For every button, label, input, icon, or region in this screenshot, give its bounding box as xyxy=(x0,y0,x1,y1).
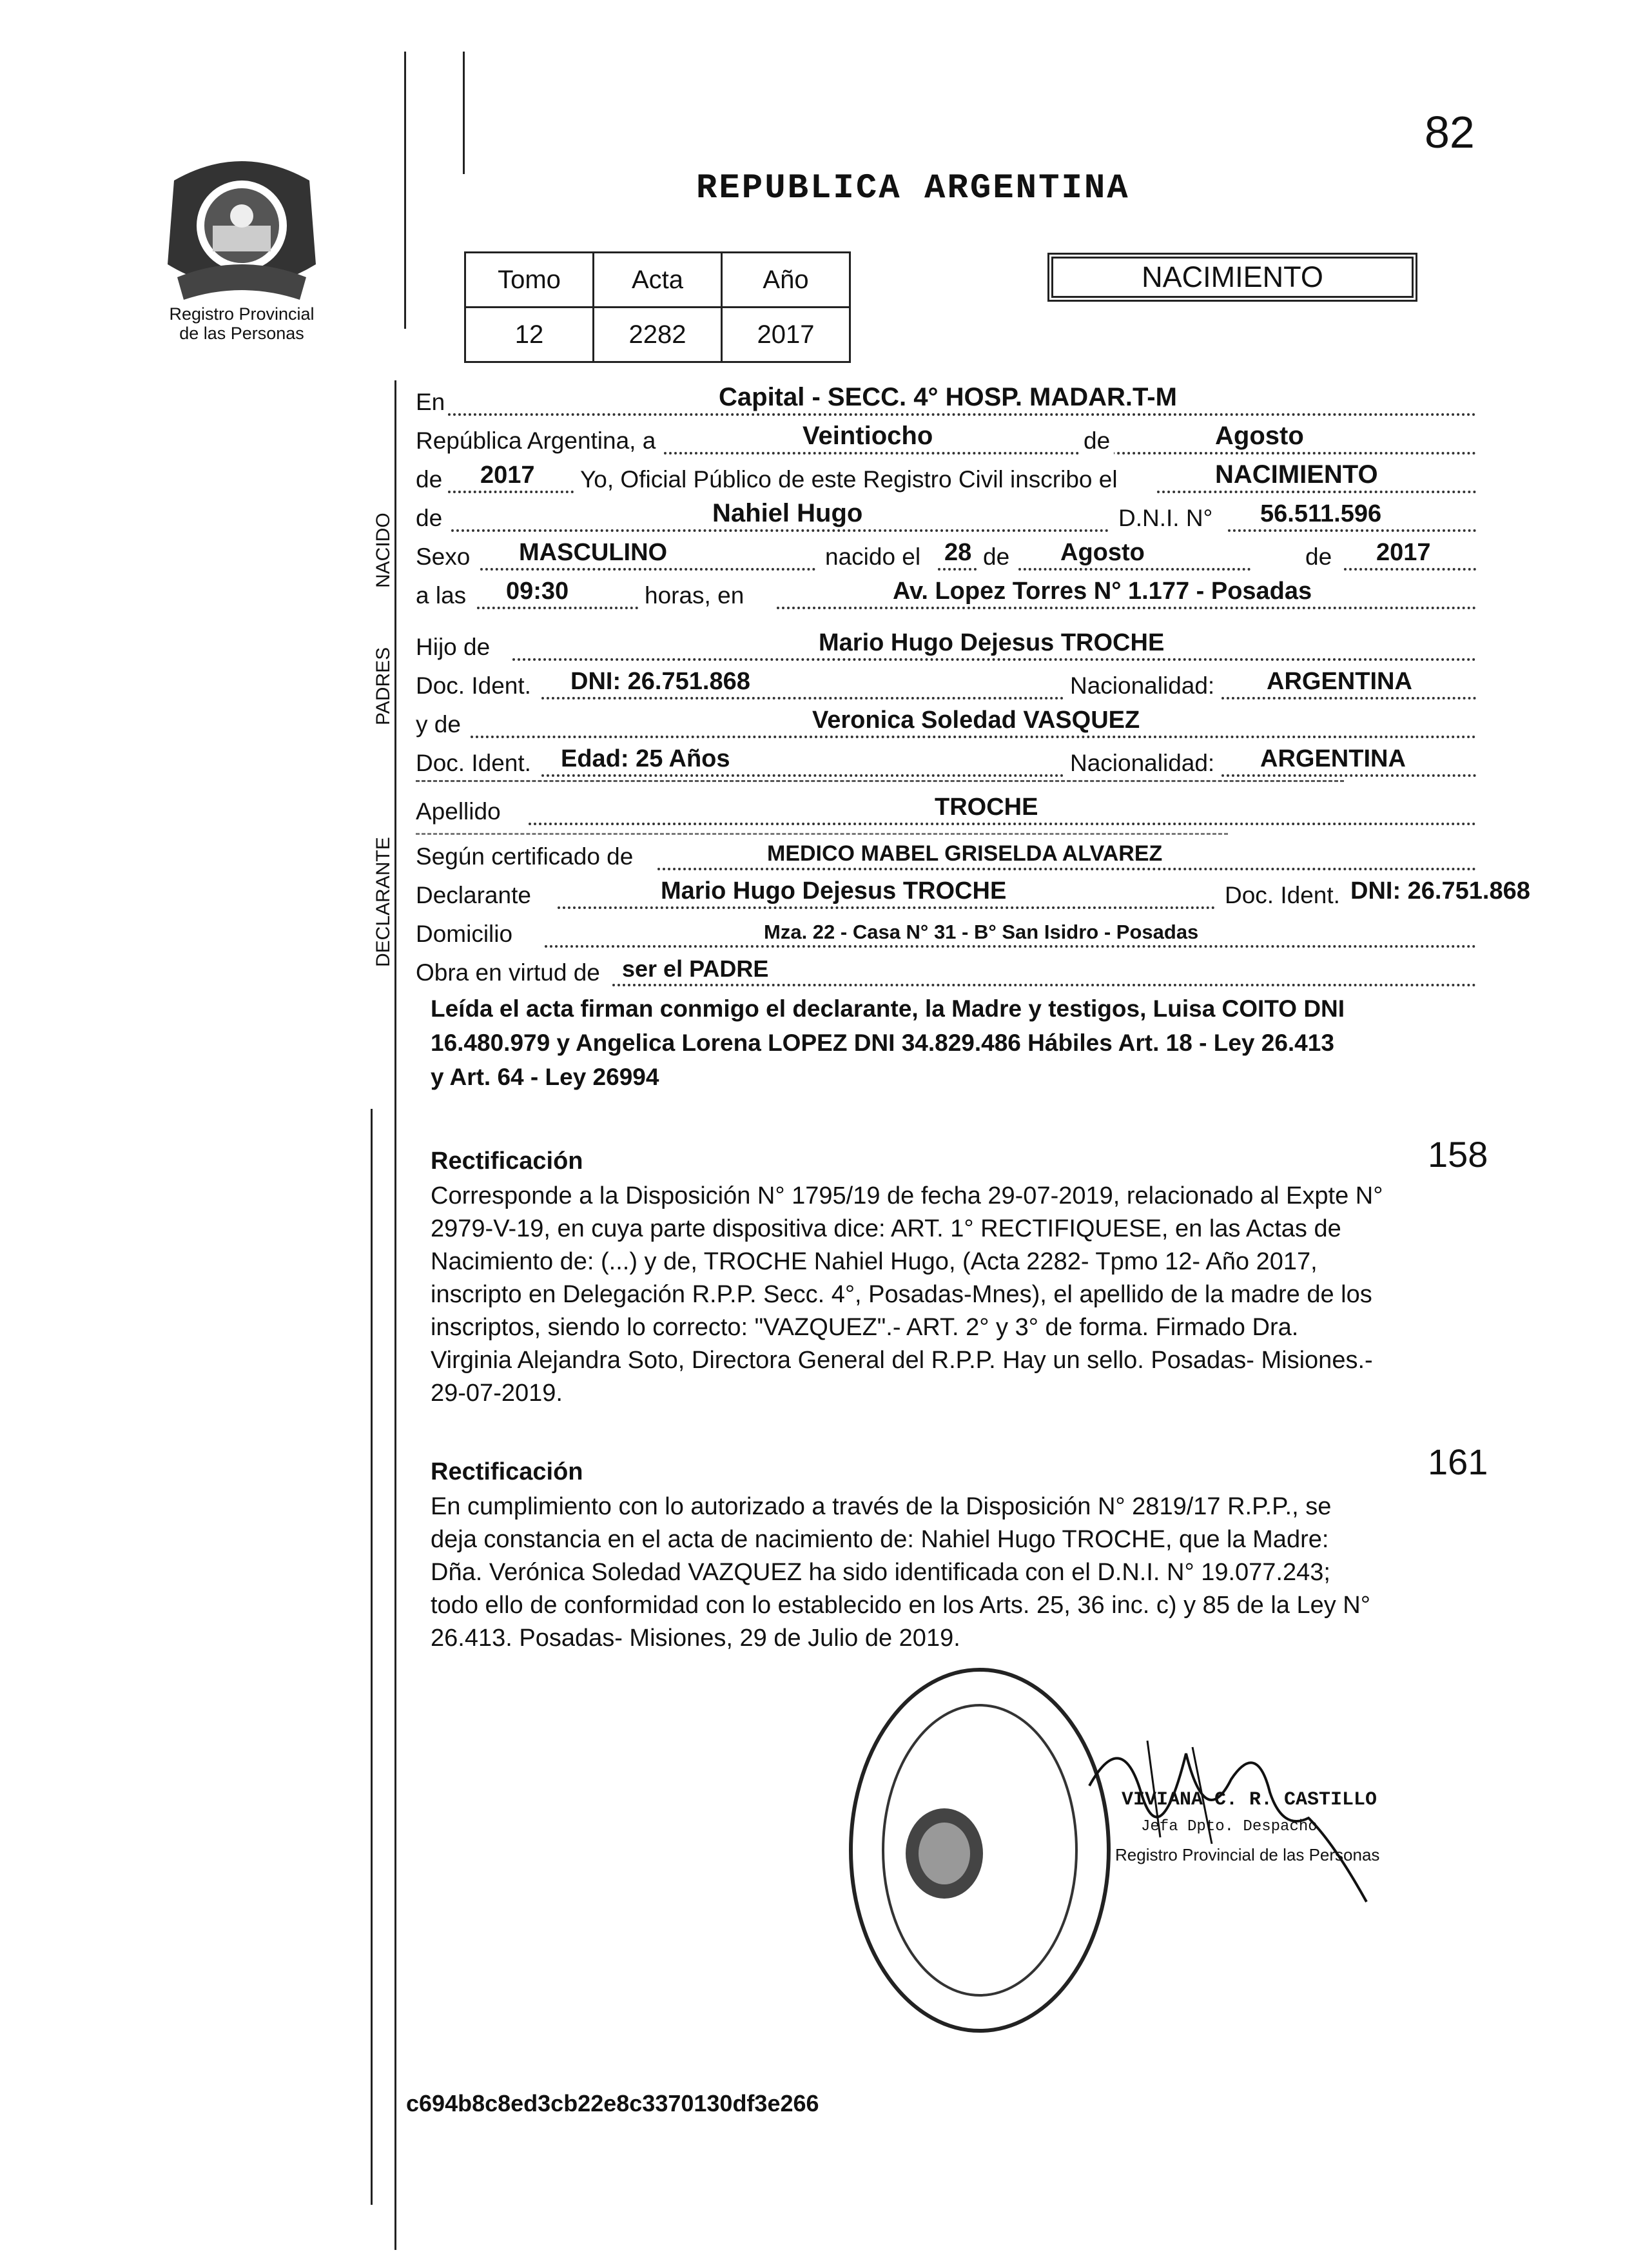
value-dni: 56.511.596 xyxy=(1260,500,1382,527)
row-year xyxy=(416,461,1476,500)
row-declarant xyxy=(416,877,1530,915)
margin-line xyxy=(404,52,406,329)
label-de: de xyxy=(1305,543,1332,570)
label-de: de xyxy=(1080,427,1114,455)
value-birth-day: 28 xyxy=(944,539,972,566)
row-republica xyxy=(416,422,1476,461)
side-label-declarante: DECLARANTE xyxy=(373,837,394,967)
header-acta: Acta xyxy=(594,253,722,308)
logo-caption-line1: Registro Provincial xyxy=(169,304,315,324)
value-obra: ser el PADRE xyxy=(622,955,769,982)
rectification-1-body xyxy=(431,1180,1383,1410)
dotted-line xyxy=(1344,568,1476,571)
value-time: 09:30 xyxy=(506,578,569,605)
label-republica: República Argentina, a xyxy=(416,427,656,454)
label-en: En xyxy=(416,389,445,415)
dotted-line xyxy=(1221,697,1476,699)
row-obra xyxy=(416,954,1476,993)
label-a-las: a las xyxy=(416,582,467,609)
value-tomo: 12 xyxy=(465,308,594,362)
dotted-line xyxy=(1228,529,1476,532)
value-ano: 2017 xyxy=(722,308,850,362)
label-hijo: Hijo de xyxy=(416,634,491,660)
rectification-2-line: 26.413. Posadas- Misiones, 29 de Julio de 2019. xyxy=(431,1625,960,1652)
row-certificate xyxy=(416,838,1476,877)
side-label-nacido: NACIDO xyxy=(373,513,394,588)
dotted-line xyxy=(545,945,1476,948)
label-de: de xyxy=(983,543,1010,570)
label-declarante: Declarante xyxy=(416,882,531,908)
value-birth-month: Agosto xyxy=(1060,539,1145,566)
volume-act-year-table xyxy=(464,251,851,363)
signature-title: Jefa Dpto. Despacho xyxy=(1141,1818,1318,1835)
rectification-1-line: inscripto en Delegación R.P.P. Secc. 4°, Posadas-Mnes), el apellido de la madre de los xyxy=(431,1281,1372,1308)
value-certificate: MEDICO MABEL GRISELDA ALVAREZ xyxy=(767,841,1163,866)
country-title: REPUBLICA ARGENTINA xyxy=(696,169,1130,208)
row-surname xyxy=(416,793,1476,832)
header-tomo: Tomo xyxy=(465,253,594,308)
dotted-line xyxy=(558,906,1215,909)
signing-note-line: y Art. 64 - Ley 26994 xyxy=(431,1064,659,1090)
page-number: 82 xyxy=(1425,107,1475,157)
label-nacionalidad: Nacionalidad: xyxy=(1070,750,1215,776)
rectification-2-line: En cumplimiento con lo autorizado a través de la Disposición N° 2819/17 R.P.P., se xyxy=(431,1493,1332,1520)
label-sexo: Sexo xyxy=(416,543,471,570)
dotted-line xyxy=(657,868,1476,870)
dotted-line xyxy=(541,774,1064,777)
label-nacionalidad: Nacionalidad: xyxy=(1070,672,1215,699)
value-name: Nahiel Hugo xyxy=(712,499,863,527)
signature-office: Registro Provincial de las Personas xyxy=(1115,1845,1380,1864)
signature xyxy=(1064,1702,1418,1915)
label-horas: horas, en xyxy=(645,582,744,609)
value-father: Mario Hugo Dejesus TROCHE xyxy=(819,629,1165,656)
row-en xyxy=(416,384,1476,422)
label-nacido: nacido el xyxy=(825,543,921,570)
signing-note-line: Leída el acta firman conmigo el declarante, la Madre y testigos, Luisa COITO DNI xyxy=(431,995,1345,1022)
rectification-2-title: Rectificación xyxy=(431,1458,583,1485)
margin-line xyxy=(394,380,396,2250)
document-hash: c694b8c8ed3cb22e8c3370130df3e266 xyxy=(406,2090,819,2116)
act-type: NACIMIENTO xyxy=(1142,260,1323,293)
rectification-2-line: todo ello de conformidad con lo establecido en los Arts. 25, 36 inc. c) y 85 de la Ley N° xyxy=(431,1592,1370,1619)
signing-note xyxy=(431,992,1345,1094)
value-declarant-doc: DNI: 26.751.868 xyxy=(1350,877,1530,904)
value-surname: TROCHE xyxy=(935,794,1038,821)
rectification-2-line: deja constancia en el acta de nacimiento de: Nahiel Hugo TROCHE, que la Madre: xyxy=(431,1526,1329,1553)
margin-line xyxy=(371,1109,373,2205)
dotted-line xyxy=(477,607,638,609)
misiones-emblem-icon xyxy=(155,155,329,309)
label-apellido: Apellido xyxy=(416,798,501,825)
value-father-doc: DNI: 26.751.868 xyxy=(570,668,750,695)
yo-text: Yo, Oficial Público de este Registro Civil inscribo el xyxy=(580,466,1118,493)
logo-caption-line2: de las Personas xyxy=(179,324,304,343)
rectification-2-line: Dña. Verónica Soledad VAZQUEZ ha sido identificada con el D.N.I. N° 19.077.243; xyxy=(431,1559,1330,1586)
rectification-1-line: 2979-V-19, en cuya parte dispositiva dice: ART. 1° RECTIFIQUESE, en las Actas de xyxy=(431,1215,1341,1242)
rectification-1-line: Virginia Alejandra Soto, Directora General del R.P.P. Hay un sello. Posadas- Misiones.- xyxy=(431,1347,1373,1374)
dotted-line xyxy=(529,823,1476,825)
act-type-box xyxy=(1047,253,1417,302)
rectification-1-line: Nacimiento de: (...) y de, TROCHE Nahiel Hugo, (Acta 2282- Tpmo 12- Año 2017, xyxy=(431,1248,1318,1275)
rectification-2-number: 161 xyxy=(1428,1442,1488,1482)
label-y-de: y de xyxy=(416,711,461,738)
dotted-line xyxy=(612,984,1476,986)
rectification-1-line: Corresponde a la Disposición N° 1795/19 de fecha 29-07-2019, relacionado al Expte N° xyxy=(431,1182,1383,1209)
value-day-words: Veintiocho xyxy=(803,422,933,450)
row-father xyxy=(416,629,1476,667)
rectification-1-number: 158 xyxy=(1428,1134,1488,1175)
value-year: 2017 xyxy=(480,462,535,489)
value-mother-nationality: ARGENTINA xyxy=(1260,745,1406,772)
dotted-line xyxy=(471,736,1476,738)
value-birth-year: 2017 xyxy=(1376,539,1431,566)
dotted-line xyxy=(938,568,977,571)
rectification-2-body xyxy=(431,1491,1370,1655)
label-domicilio: Domicilio xyxy=(416,921,513,947)
dotted-line xyxy=(448,491,574,493)
dotted-line xyxy=(448,413,1476,416)
label-obra: Obra en virtud de xyxy=(416,959,600,986)
value-mother-doc: Edad: 25 Años xyxy=(561,745,730,772)
logo-caption xyxy=(122,304,361,343)
dotted-line xyxy=(451,529,1109,532)
label-doc-ident: Doc. Ident. xyxy=(416,750,531,776)
label-doc-ident: Doc. Ident. xyxy=(416,672,531,699)
row-address xyxy=(416,915,1476,954)
dotted-line xyxy=(512,658,1476,661)
value-acta: 2282 xyxy=(594,308,722,362)
value-address: Mza. 22 - Casa N° 31 - B° San Isidro - Posadas xyxy=(764,921,1199,943)
header-ano: Año xyxy=(722,253,850,308)
value-birth-place: Av. Lopez Torres N° 1.177 - Posadas xyxy=(893,578,1312,605)
label-doc-ident: Doc. Ident. xyxy=(1225,882,1340,908)
dotted-line xyxy=(1018,568,1250,571)
row-time-place xyxy=(416,577,1476,616)
rectification-1-line: 29-07-2019. xyxy=(431,1380,563,1407)
dotted-line xyxy=(1157,491,1476,493)
dashed-separator xyxy=(416,833,1228,835)
margin-line xyxy=(463,52,465,174)
row-mother-doc xyxy=(416,745,1476,783)
row-name xyxy=(416,500,1476,538)
value-mother: Veronica Soledad VASQUEZ xyxy=(812,707,1140,734)
dotted-line xyxy=(480,568,815,571)
label-de: de xyxy=(416,466,443,493)
dotted-line xyxy=(1221,774,1476,777)
label-segun: Según certificado de xyxy=(416,843,634,870)
value-month: Agosto xyxy=(1215,422,1304,450)
dotted-line xyxy=(541,697,1064,699)
dotted-line xyxy=(777,607,1476,609)
dashed-separator xyxy=(416,780,1344,782)
value-sexo: MASCULINO xyxy=(519,539,668,566)
label-dni: D.N.I. N° xyxy=(1118,505,1213,531)
signing-note-line: 16.480.979 y Angelica Lorena LOPEZ DNI 34.829.486 Hábiles Art. 18 - Ley 26.413 xyxy=(431,1030,1334,1056)
dotted-line xyxy=(664,452,1476,455)
value-place-registration: Capital - SECC. 4° HOSP. MADAR.T-M xyxy=(719,383,1177,411)
value-declarant: Mario Hugo Dejesus TROCHE xyxy=(661,877,1007,904)
side-label-padres: PADRES xyxy=(373,647,394,725)
row-father-doc xyxy=(416,667,1476,706)
row-sexo xyxy=(416,538,1476,577)
rectification-1-title: Rectificación xyxy=(431,1148,583,1175)
value-father-nationality: ARGENTINA xyxy=(1267,668,1412,695)
rectification-1-line: inscriptos, siendo lo correcto: "VAZQUEZ".- ART. 2° y 3° de forma. Firmado Dra. xyxy=(431,1314,1299,1341)
row-mother xyxy=(416,706,1476,745)
signature-name: VIVIANA C. R. CASTILLO xyxy=(1122,1789,1377,1811)
value-act: NACIMIENTO xyxy=(1215,460,1378,489)
province-logo xyxy=(155,155,329,309)
label-de: de xyxy=(416,505,443,531)
